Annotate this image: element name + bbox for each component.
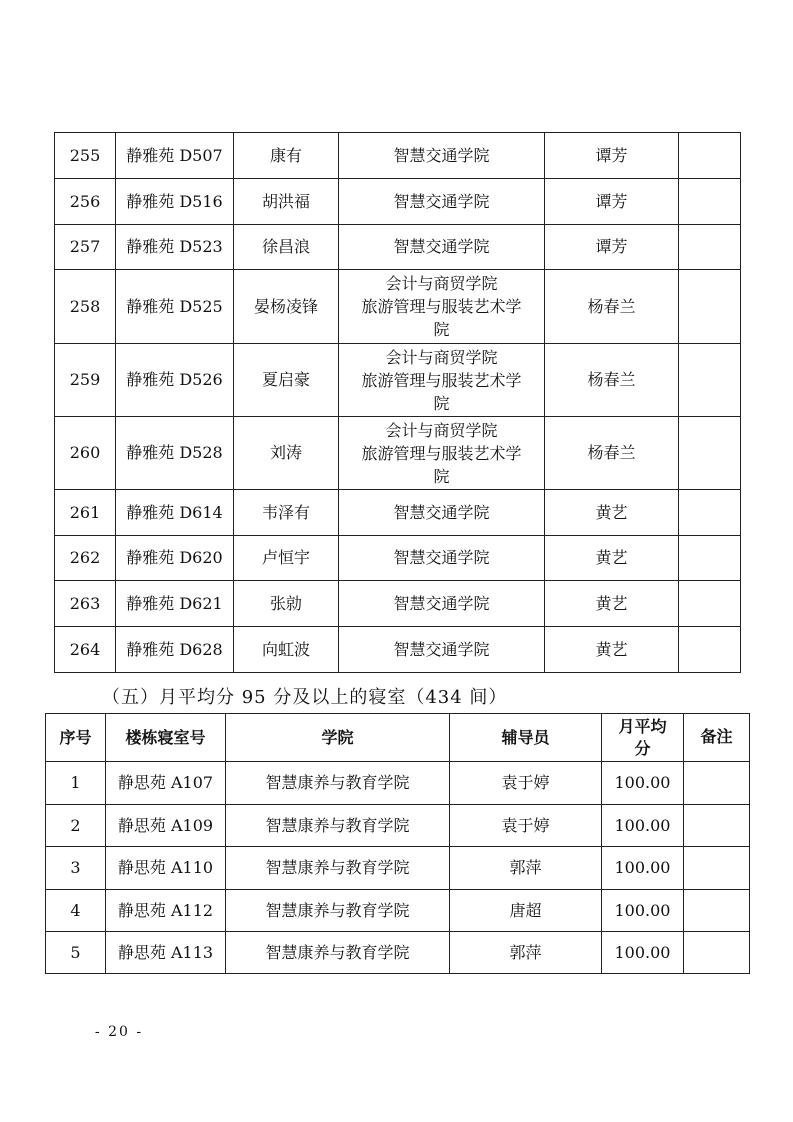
college: 智慧康养与教育学院: [226, 805, 450, 847]
counselor: 谭芳: [545, 133, 679, 179]
header-college: 学院: [226, 714, 450, 762]
page-number: - 20 -: [94, 1024, 144, 1040]
college: 智慧康养与教育学院: [226, 847, 450, 890]
college: 智慧康养与教育学院: [226, 932, 450, 974]
college: 智慧交通学院: [339, 490, 545, 536]
college-line: 会计与商贸学院: [385, 420, 498, 440]
note: [679, 344, 741, 417]
row-number: 264: [55, 627, 116, 673]
note: [684, 932, 750, 974]
counselor: 谭芳: [545, 225, 679, 270]
row-number: 4: [46, 890, 106, 932]
note: [679, 490, 741, 536]
note: [679, 179, 741, 225]
college-line: 旅游管理与服装艺术学: [361, 370, 522, 390]
student-name: 卢恒宇: [234, 536, 339, 581]
note: [679, 581, 741, 627]
note: [684, 762, 750, 805]
room-number: 静雅苑 D516: [116, 179, 234, 225]
counselor: 黄艺: [545, 536, 679, 581]
student-name: 晏杨凌锋: [234, 270, 339, 344]
counselor: 杨春兰: [545, 344, 679, 417]
row-number: 263: [55, 581, 116, 627]
room-number: 静雅苑 D628: [116, 627, 234, 673]
counselor: 黄艺: [545, 627, 679, 673]
row-number: 1: [46, 762, 106, 805]
table-row: [55, 581, 741, 627]
header-no: 序号: [46, 714, 106, 762]
room-number: 静思苑 A112: [106, 890, 226, 932]
row-number: 2: [46, 805, 106, 847]
college: 智慧交通学院: [339, 133, 545, 179]
note: [679, 417, 741, 490]
room-number: 静雅苑 D614: [116, 490, 234, 536]
dorm-score-table: [45, 713, 750, 974]
note: [679, 133, 741, 179]
college: [339, 417, 545, 490]
row-number: 259: [55, 344, 116, 417]
table-row: [55, 536, 741, 581]
table-row: [46, 762, 750, 805]
student-name: 张勍: [234, 581, 339, 627]
note: [684, 847, 750, 890]
room-number: 静雅苑 D523: [116, 225, 234, 270]
header-avg-line: 月平均: [618, 716, 667, 736]
room-number: 静雅苑 D507: [116, 133, 234, 179]
counselor: 黄艺: [545, 490, 679, 536]
monthly-average: 100.00: [602, 932, 684, 974]
college-line: 旅游管理与服装艺术学: [361, 297, 522, 316]
table-row: [46, 847, 750, 890]
student-name: 徐昌浪: [234, 225, 339, 270]
row-number: 258: [55, 270, 116, 344]
table-row: [46, 932, 750, 974]
student-name: 胡洪福: [234, 179, 339, 225]
college: [339, 344, 545, 417]
header-room: 楼栋寝室号: [106, 714, 226, 762]
row-number: 257: [55, 225, 116, 270]
header-avg-line: 分: [634, 738, 651, 758]
student-name: 向虹波: [234, 627, 339, 673]
table-row: [55, 133, 741, 179]
counselor: 唐超: [450, 890, 602, 932]
table-row: [55, 627, 741, 673]
table-row: [46, 805, 750, 847]
header-monthly-average: [602, 714, 684, 762]
college: 智慧交通学院: [339, 179, 545, 225]
student-name: 康有: [234, 133, 339, 179]
counselor: 黄艺: [545, 581, 679, 627]
row-number: 5: [46, 932, 106, 974]
college-line: 院: [433, 466, 450, 486]
note: [679, 627, 741, 673]
college: [339, 270, 545, 344]
room-number: 静雅苑 D621: [116, 581, 234, 627]
table-row: [46, 890, 750, 932]
room-number: 静雅苑 D526: [116, 344, 234, 417]
college: 智慧交通学院: [339, 627, 545, 673]
monthly-average: 100.00: [602, 847, 684, 890]
header-counselor: 辅导员: [450, 714, 602, 762]
student-name: 韦泽有: [234, 490, 339, 536]
dorm-table-continued: [54, 132, 741, 673]
row-number: 256: [55, 179, 116, 225]
student-name: 夏启豪: [234, 344, 339, 417]
college-line: 院: [433, 393, 450, 413]
room-number: 静雅苑 D528: [116, 417, 234, 490]
header-note: 备注: [684, 714, 750, 762]
row-number: 262: [55, 536, 116, 581]
section-heading: （五）月平均分 95 分及以上的寝室（434 间）: [102, 687, 508, 708]
counselor: 杨春兰: [545, 417, 679, 490]
college: 智慧交通学院: [339, 581, 545, 627]
room-number: 静思苑 A107: [106, 762, 226, 805]
counselor: 袁于婷: [450, 805, 602, 847]
college-line: 会计与商贸学院: [385, 347, 498, 367]
college: 智慧康养与教育学院: [226, 890, 450, 932]
table-row: [55, 490, 741, 536]
note: [679, 536, 741, 581]
counselor: 郭萍: [450, 932, 602, 974]
room-number: 静思苑 A113: [106, 932, 226, 974]
monthly-average: 100.00: [602, 805, 684, 847]
college: 智慧交通学院: [339, 225, 545, 270]
counselor: 郭萍: [450, 847, 602, 890]
room-number: 静思苑 A110: [106, 847, 226, 890]
counselor: 袁于婷: [450, 762, 602, 805]
table-row: [55, 225, 741, 270]
room-number: 静雅苑 D525: [116, 270, 234, 344]
student-name: 刘涛: [234, 417, 339, 490]
table-header-row: [46, 714, 750, 762]
college-line: 院: [433, 320, 450, 339]
row-number: 255: [55, 133, 116, 179]
table-row: [55, 344, 741, 417]
room-number: 静雅苑 D620: [116, 536, 234, 581]
college-line: 会计与商贸学院: [385, 274, 498, 293]
row-number: 260: [55, 417, 116, 490]
college: 智慧康养与教育学院: [226, 762, 450, 805]
note: [679, 225, 741, 270]
table-row: [55, 417, 741, 490]
room-number: 静思苑 A109: [106, 805, 226, 847]
counselor: 杨春兰: [545, 270, 679, 344]
note: [684, 890, 750, 932]
monthly-average: 100.00: [602, 762, 684, 805]
note: [679, 270, 741, 344]
monthly-average: 100.00: [602, 890, 684, 932]
row-number: 261: [55, 490, 116, 536]
table-row: [55, 270, 741, 344]
college: 智慧交通学院: [339, 536, 545, 581]
row-number: 3: [46, 847, 106, 890]
college-line: 旅游管理与服装艺术学: [361, 443, 522, 463]
counselor: 谭芳: [545, 179, 679, 225]
note: [684, 805, 750, 847]
table-row: [55, 179, 741, 225]
